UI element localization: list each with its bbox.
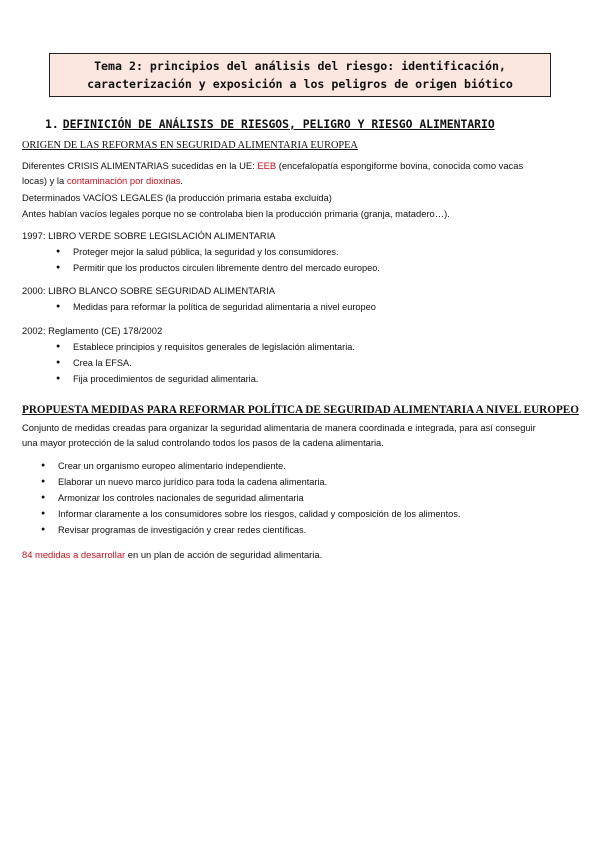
list-item: ● Fija procedimientos de seguridad alimentaria. bbox=[73, 371, 355, 387]
bullet-icon: ● bbox=[41, 526, 46, 533]
list-item: ● Crear un organismo europeo alimentario independiente. bbox=[58, 458, 460, 474]
list-item: ● Proteger mejor la salud pública, la seguridad y los consumidores. bbox=[73, 244, 380, 260]
bullet-icon: ● bbox=[56, 359, 61, 366]
antes-paragraph: Antes habían vacíos legales porque no se controlaba bien la producción primaria (granja, matadero…). bbox=[22, 208, 450, 219]
crisis-text-3: locas) y la bbox=[22, 175, 67, 186]
bullet-icon: ● bbox=[56, 303, 61, 310]
list-item: ● Elaborar un nuevo marco jurídico para toda la cadena alimentaria. bbox=[58, 474, 460, 490]
list-item: ● Informar claramente a los consumidores sobre los riesgos, calidad y composición de los alimentos. bbox=[58, 506, 460, 522]
propuesta-list bbox=[41, 458, 461, 538]
bullet-icon: ● bbox=[41, 510, 46, 517]
medidas-highlight: 84 medidas a desarrollar bbox=[22, 549, 126, 560]
list-item: ● Medidas para reformar la política de seguridad alimentaria a nivel europeo bbox=[73, 299, 376, 315]
bullet-icon: ● bbox=[41, 478, 46, 485]
bullet-icon: ● bbox=[41, 494, 46, 501]
libro-blanco-list bbox=[56, 299, 376, 315]
section-1-heading bbox=[45, 117, 565, 131]
bullet-icon: ● bbox=[56, 248, 61, 255]
eeb-highlight: EEB bbox=[257, 160, 277, 171]
origen-heading: ORIGEN DE LAS REFORMAS EN SEGURIDAD ALIMENTARIA EUROPEA bbox=[22, 140, 358, 151]
bullet-icon: ● bbox=[56, 343, 61, 350]
section-title: DEFINICIÓN DE ANÁLISIS DE RIESGOS, PELIGRO Y RIESGO ALIMENTARIO bbox=[62, 117, 495, 131]
crisis-text-1: Diferentes CRISIS ALIMENTARIAS sucedidas en la UE: bbox=[22, 160, 258, 171]
section-number: 1. bbox=[45, 117, 59, 131]
crisis-paragraph bbox=[22, 158, 582, 188]
title-line-1: Tema 2: principios del análisis del riesgo: identificación, bbox=[94, 59, 506, 73]
reglamento-list bbox=[56, 339, 355, 387]
propuesta-intro-line-2: una mayor protección de la salud controlando todos los pasos de la cadena alimentaria. bbox=[22, 438, 384, 448]
bullet-icon: ● bbox=[56, 264, 61, 271]
libro-verde-list bbox=[56, 244, 380, 276]
bullet-icon: ● bbox=[56, 375, 61, 382]
libro-verde-label: 1997: LIBRO VERDE SOBRE LEGISLACIÓN ALIMENTARIA bbox=[22, 230, 276, 241]
medidas-paragraph bbox=[22, 547, 582, 562]
vacios-paragraph: Determinados VACÍOS LEGALES (la producción primaria estaba excluida) bbox=[22, 192, 332, 203]
dioxinas-highlight: contaminación por dioxinas bbox=[66, 175, 181, 186]
medidas-text: en un plan de acción de seguridad alimentaria. bbox=[125, 549, 323, 560]
list-item: ● Establece principios y requisitos generales de legislación alimentaria. bbox=[73, 339, 355, 355]
list-item: ● Armonizar los controles nacionales de seguridad alimentaria bbox=[58, 490, 460, 506]
title-line-2: caracterización y exposición a los peligros de origen biótico bbox=[87, 77, 513, 91]
crisis-text-4: . bbox=[180, 175, 184, 186]
bullet-icon: ● bbox=[41, 462, 46, 469]
propuesta-intro bbox=[22, 421, 592, 451]
list-item: ● Crea la EFSA. bbox=[73, 355, 355, 371]
reglamento-label: 2002: Reglamento (CE) 178/2002 bbox=[22, 325, 163, 336]
propuesta-intro-line-1: Conjunto de medidas creadas para organizar la seguridad alimentaria de manera coordinada e integrada, para así conseguir bbox=[22, 423, 536, 433]
libro-blanco-label: 2000: LIBRO BLANCO SOBRE SEGURIDAD ALIMENTARIA bbox=[22, 285, 276, 296]
crisis-text-2: (encefalopatía espongiforme bovina, conocida como vacas bbox=[276, 160, 524, 171]
list-item: ● Revisar programas de investigación y crear redes científicas. bbox=[58, 522, 460, 538]
propuesta-heading: PROPUESTA MEDIDAS PARA REFORMAR POLÍTICA DE SEGURIDAD ALIMENTARIA A NIVEL EUROPEO bbox=[22, 404, 579, 416]
list-item: ● Permitir que los productos circulen libremente dentro del mercado europeo. bbox=[73, 260, 380, 276]
title-box bbox=[49, 53, 551, 97]
